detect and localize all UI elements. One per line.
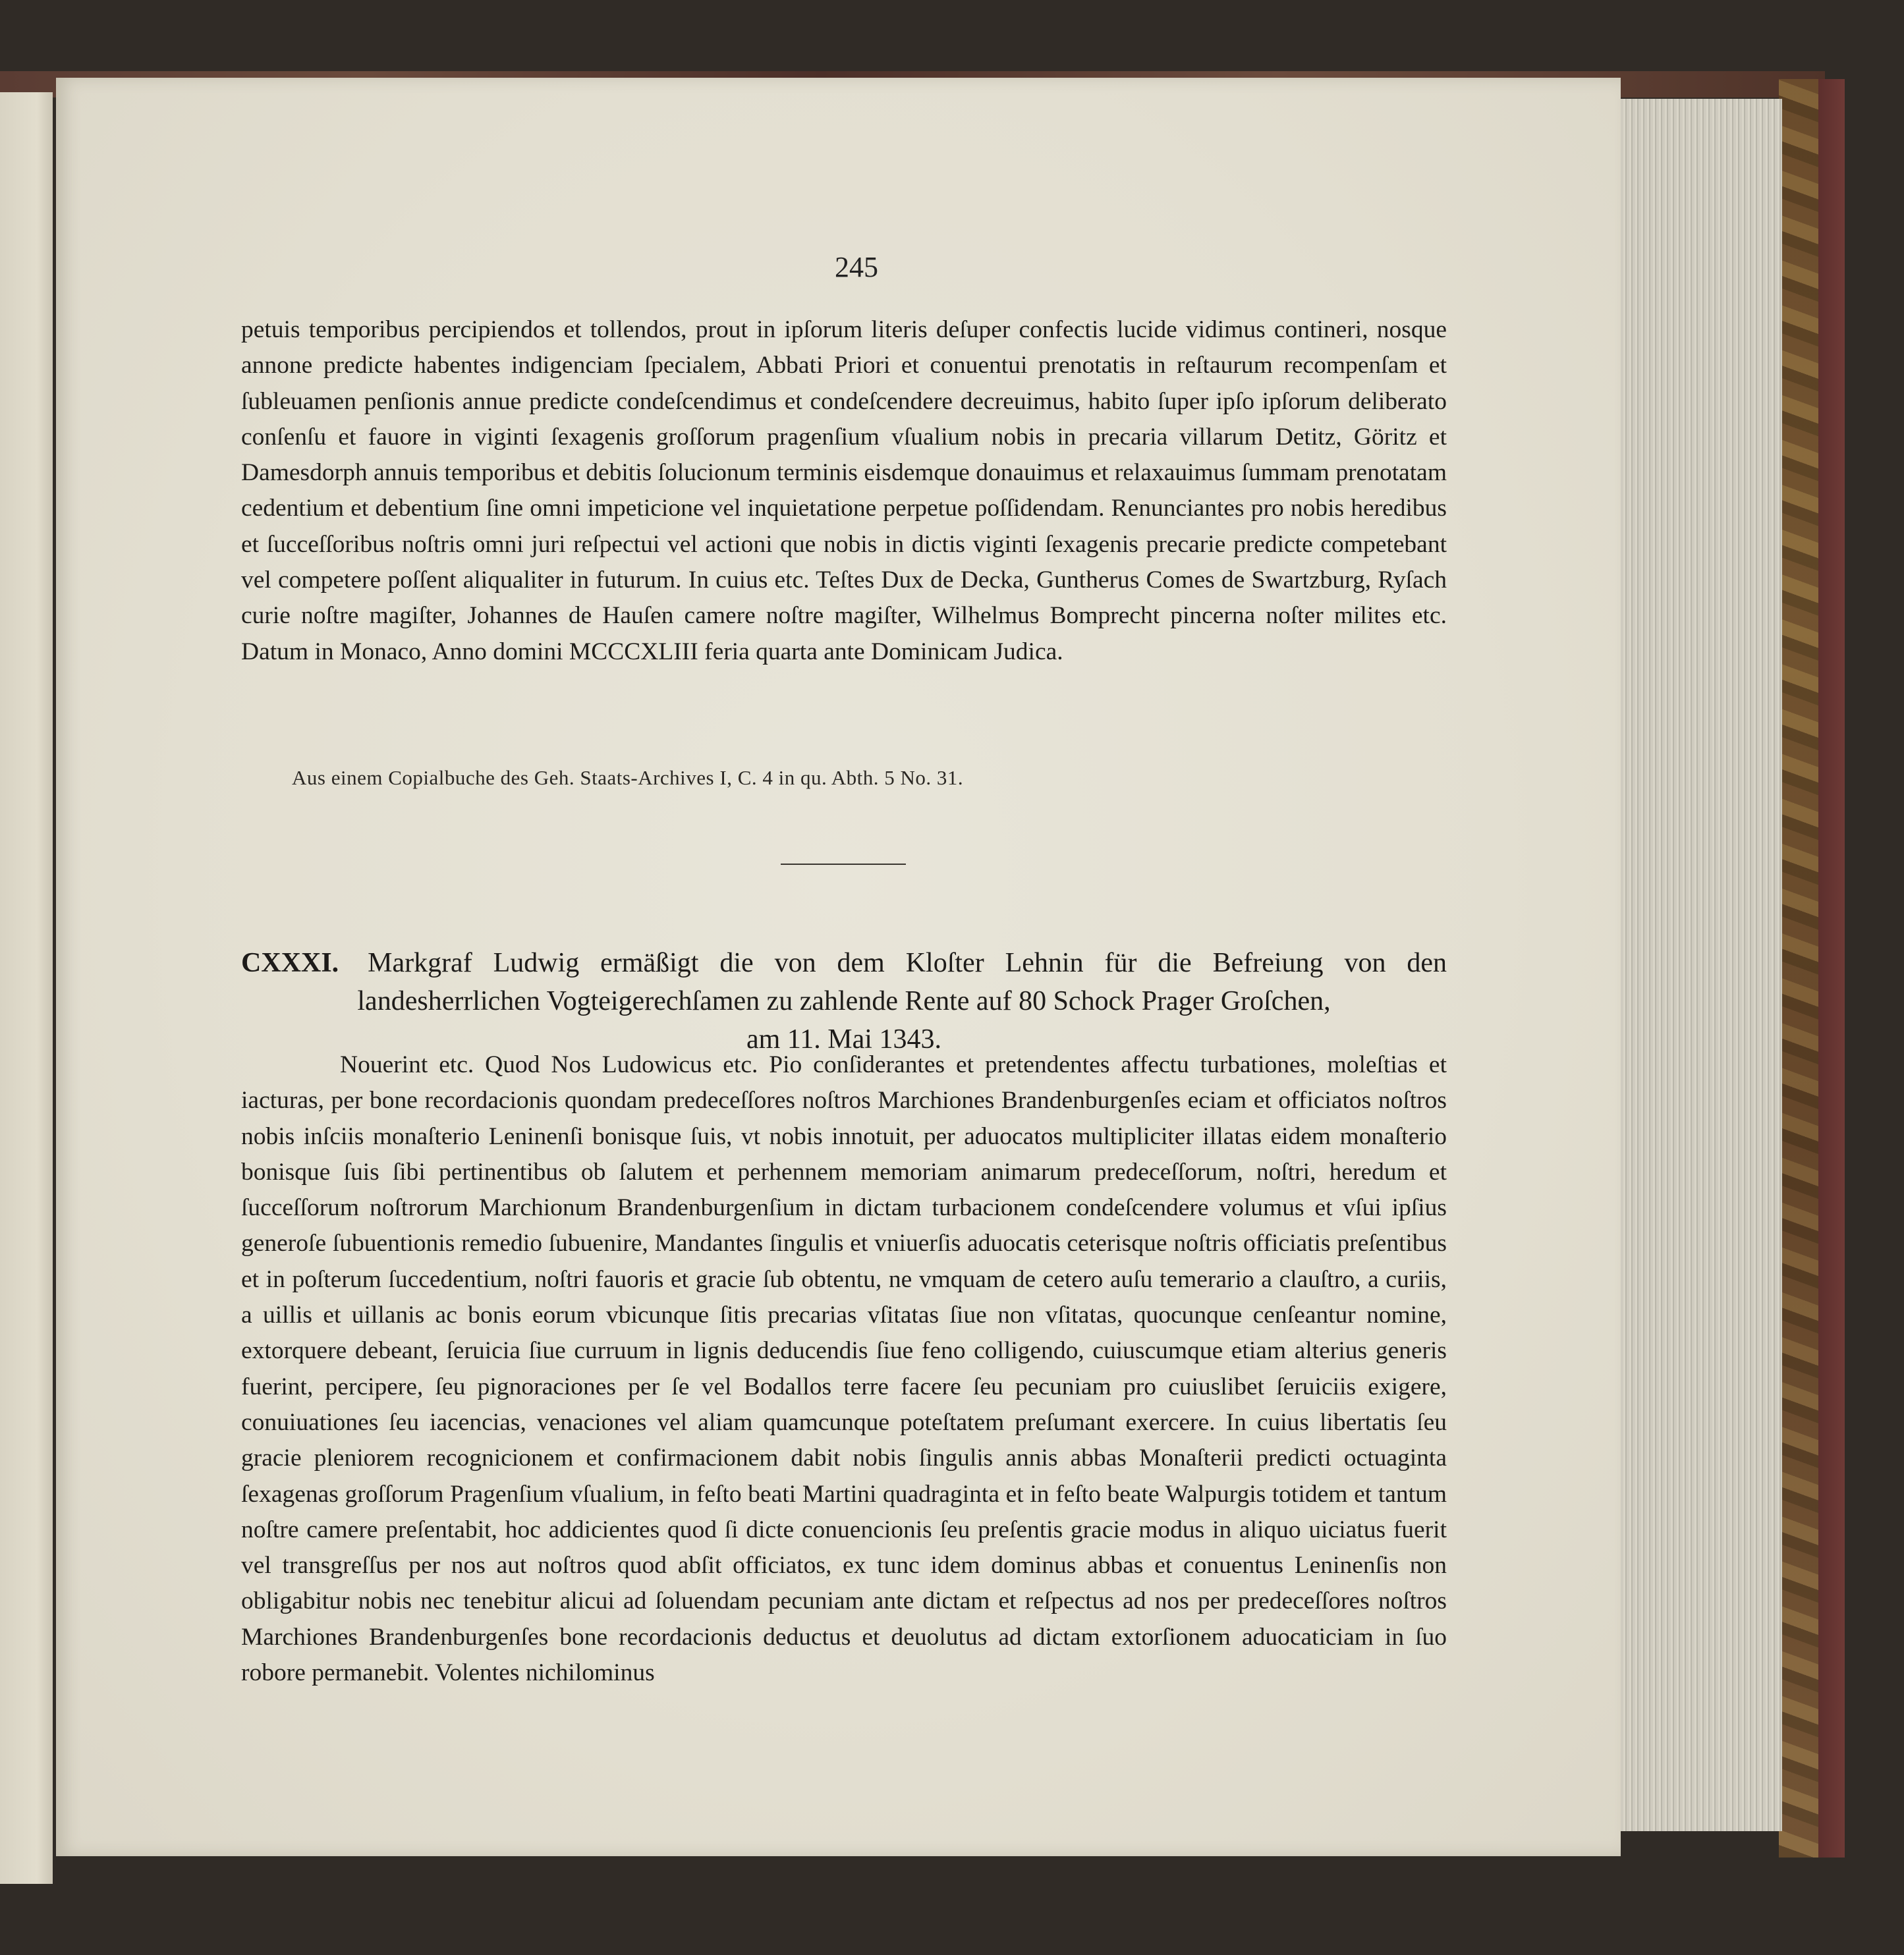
page-number: 245: [835, 251, 878, 283]
document-number: CXXXI.: [241, 948, 339, 978]
page-stack-edge: [1617, 99, 1782, 1831]
facing-page-edge: [0, 92, 53, 1884]
heading-line-2: landesherrlichen Vogteigerechſamen zu zahlende Rente auf 80 Schock Prager Groſchen,: [357, 986, 1331, 1016]
section-divider: [781, 864, 906, 865]
book-page: [56, 78, 1621, 1856]
cover-edge: [1818, 79, 1845, 1858]
paragraph-continuation: petuis temporibus percipiendos et tollendos, prout in ipſorum literis deſuper confectis lucide vidimus contineri, nosque annone predicte habentes indigenciam ſpecialem, Abbati Priori et conuentui prenotatis in reſtaurum recompenſam et ſubleuamen penſionis annue predicte condeſcendimus et condeſcendere decreuimus, habito ſuper ipſo ipſorum deliberato conſenſu et fauore in viginti ſexagenis groſſorum pragenſium vſualium nobis in precaria villarum Detitz, Göritz et Damesdorph annuis temporibus et debitis ſolucionum terminis eisdemque donauimus et relaxauimus ſummam prenotatam cedentium et debentium ſine omni impeticione vel inquietatione perpetue poſſidendam. Renunciantes pro nobis heredibus et ſucceſſoribus noſtris omni juri reſpectui vel actioni que nobis in dictis viginti ſexagenis precarie predicte competebant vel competere poſſent aliqualiter in futurum. In cuius etc. Teſtes Dux de Decka, Guntherus Comes de Swartzburg, Ryſach curie noſtre magiſter, Johannes de Hauſen camere noſtre magiſter, Wilhelmus Bomprecht pincerna noſter milites etc. Datum in Monaco, Anno domini MCCCXLIII feria quarta ante Dominicam Judica.: [241, 316, 1447, 665]
source-note: Aus einem Copialbuche des Geh. Staats-Archives I, C. 4 in qu. Abth. 5 No. 31.: [292, 766, 964, 789]
document-heading: [241, 944, 1447, 1059]
heading-line-3: am 11. Mai 1343.: [746, 1024, 941, 1055]
heading-line-1: [241, 944, 1447, 982]
heading-text-1: Markgraf Ludwig ermäßigt die von dem Kloſter Lehnin für die Befreiung von den: [368, 948, 1447, 978]
document-body: Nouerint etc. Quod Nos Ludowicus etc. Pio conſiderantes et pretendentes affectu turbationes, moleſtias et iacturas, per bone recordacionis quondam predeceſſores noſtros Marchiones Brandenburgenſes eciam et officiatos noſtros nobis inſciis monaſterio Leninenſi bonisque ſuis, vt nobis innotuit, per aduocatos multipliciter illatas eidem monaſterio bonisque ſuis ſibi pertinentibus ob ſalutem et perhennem memoriam animarum predeceſſorum, noſtri, heredum et ſucceſſorum noſtrorum Marchionum Brandenburgenſium in dictam turbacionem condeſcendere volumus et vſui ipſius generoſe ſubuentionis remedio ſubuenire, Mandantes ſingulis et vniuerſis aduocatis ceterisque noſtris officiatis preſentibus et in poſterum ſuccedentium, noſtri fauoris et gracie ſub obtentu, ne vmquam de cetero auſu temerario a clauſtro, a curiis, a uillis et uillanis ac bonis eorum vbicunque ſitis precarias vſitatas ſiue non vſitatas, quocunque cenſeantur nomine, extorquere debeant, ſeruicia ſiue curruum in lignis deducendis ſiue feno colligendo, cuiuscumque etiam alterius generis fuerint, percipere, ſeu pignoraciones per ſe vel Bodallos terre facere ſeu pecuniam pro cuiuslibet ſeruiciis exigere, conuiuationes ſeu iacencias, venaciones vel aliam quamcunque poteſtatem preſumant exercere. In cuius libertatis ſeu gracie pleniorem recognicionem et confirmacionem dabit nobis ſingulis annis abbas Monaſterii predicti octuaginta ſexagenas groſſorum Pragenſium vſualium, in feſto beati Martini quadraginta et in feſto beate Walpurgis totidem et tantum noſtre camere preſentabit, hoc addicientes quod ſi dicte conuencionis ſeu preſentis gracie modus in aliquo uiciatus fuerit vel transgreſſus per nos aut noſtros quod abſit officiatos, ex tunc idem dominus abbas et conuentus Leninenſis non obligabitur nobis nec tenebitur alicui ad ſoluendam pecuniam ante dictam et reſpectus ad nos per predeceſſores noſtros Marchiones Brandenburgenſes bone recordacionis deductus et deuolutus ad dictam extorſionem aduocaticiam in ſuo robore permanebit. Volentes nichilominus: [241, 1051, 1447, 1687]
